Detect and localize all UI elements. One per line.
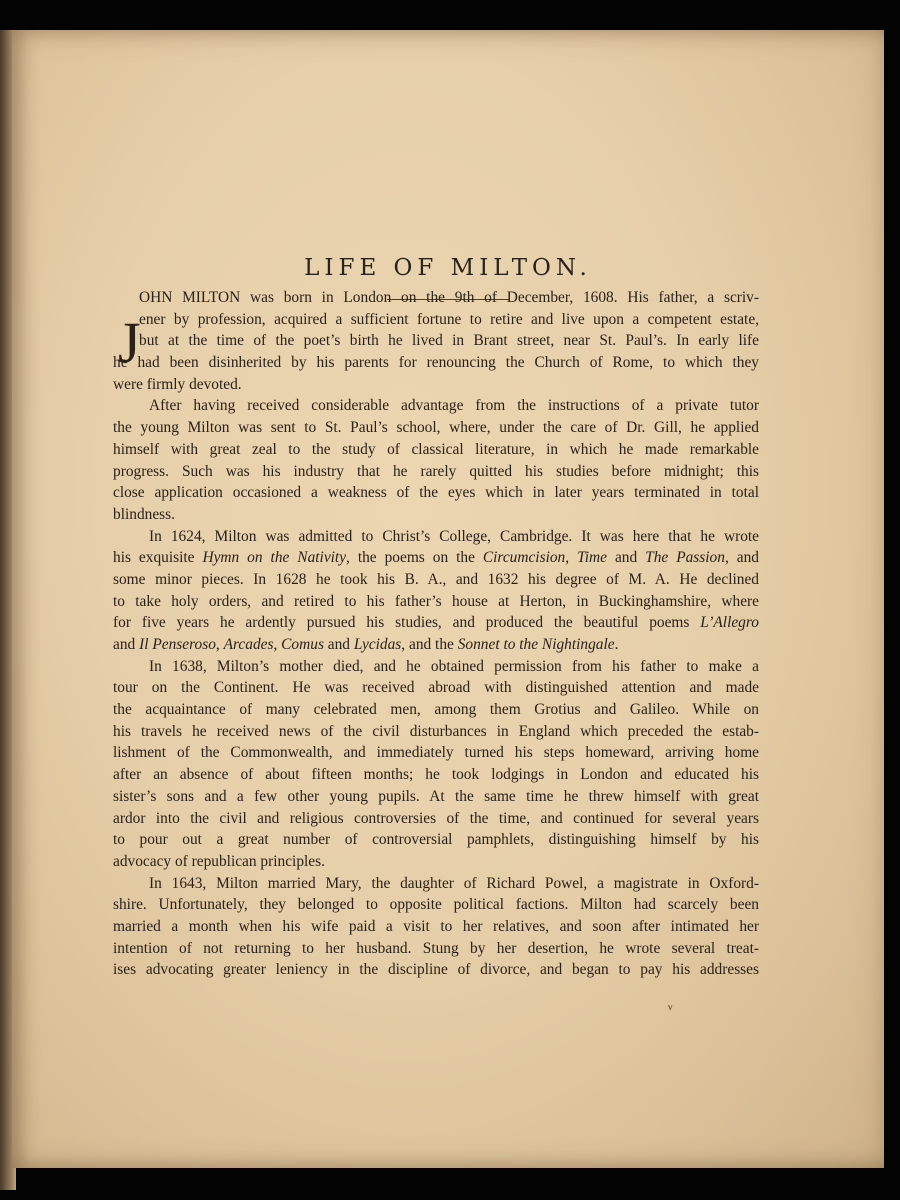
text-line: In 1638, Milton’s mother died, and he obtained permission from his father to make a (149, 657, 759, 675)
signature-mark: v (668, 1002, 673, 1012)
text-line: married a month when his wife paid a visit to her relatives, and soon after intimated her (113, 917, 759, 935)
work-title: Lycidas (353, 636, 402, 653)
text-run: , and (724, 549, 759, 567)
text-line: OHN MILTON was born in London on the 9th of December, 1608. His father, a scriv- (139, 289, 759, 306)
text-line: advocacy of republican principles. (113, 852, 325, 870)
text-line: were firmly devoted. (113, 375, 242, 393)
text-line: ardor into the civil and religious controversies of the time, and continued for several years (113, 809, 759, 827)
work-title: Comus (281, 636, 324, 653)
body-text (113, 287, 759, 981)
text-line: lishment of the Commonwealth, and immediately turned his steps homeward, arriving home (113, 744, 759, 762)
text-line: progress. Such was his industry that he rarely quitted his studies before midnight; this (113, 462, 759, 480)
text-line: the young Milton was sent to St. Paul’s school, where, under the care of Dr. Gill, he applied (113, 419, 759, 437)
work-title: Circumcision (482, 549, 566, 567)
text-line: close application occasioned a weakness of the eyes which in later years terminated in total (113, 484, 759, 502)
text-line: to take holy orders, and retired to his father’s house at Herton, in Buckinghamshire, where (113, 592, 759, 610)
work-title: Time (577, 549, 607, 567)
text-run: and (113, 636, 136, 653)
text-line: some minor pieces. In 1628 he took his B. A., and 1632 his degree of M. A. He declined (113, 570, 759, 588)
text-line: tour on the Continent. He was received abroad with distinguished attention and made (113, 679, 759, 697)
text-line: the acquaintance of many celebrated men, among them Grotius and Galileo. While on (113, 701, 759, 719)
page-title: LIFE OF MILTON. (304, 255, 592, 281)
text-line: intention of not returning to her husband. Stung by her desertion, he wrote several treat- (113, 939, 759, 957)
text-run: his exquisite (113, 549, 195, 567)
text-line: In 1624, Milton was admitted to Christ’s College, Cambridge. It was here that he wrote (149, 527, 759, 545)
text-line: his travels he received news of the civil disturbances in England which preceded the estab- (113, 722, 759, 740)
text-line: himself with great zeal to the study of classical literature, in which he made remarkable (113, 440, 759, 458)
text-line: ener by profession, acquired a sufficient fortune to retire and live upon a competent estate, (139, 310, 759, 328)
text-line: but at the time of the poet’s birth he lived in Brant street, near St. Paul’s. In early life (139, 332, 759, 350)
text-line: sister’s sons and a few other young pupils. At the same time he threw himself with great (113, 787, 759, 805)
text-run: for five years he ardently pursued his studies, and produced the beautiful poems (113, 614, 690, 632)
text-line: blindness. (113, 505, 175, 523)
text-line: his exquisite Hymn on the Nativity, the poems on the Circumcision, Time and The Passion, and (113, 549, 759, 567)
text-line: ises advocating greater leniency in the discipline of divorce, and began to pay his addresses (113, 961, 759, 979)
text-line: and Il Penseroso, Arcades, Comus and Lycidas, and the Sonnet to the Nightingale. (113, 636, 619, 653)
work-title: Hymn on the Nativity (202, 549, 347, 567)
text-line: In 1643, Milton married Mary, the daughter of Richard Powel, a magistrate in Oxford- (149, 874, 759, 892)
text-line: after an absence of about fifteen months; he took lodgings in London and educated his (113, 766, 759, 784)
text-line: After having received considerable advantage from the instructions of a private tutor (149, 397, 759, 415)
work-title: Il Penseroso (139, 636, 216, 653)
work-title: Arcades (223, 636, 274, 653)
text-run: . (614, 636, 619, 653)
drop-cap: J (118, 310, 141, 375)
work-title: L’Allegro (700, 614, 759, 632)
work-title: The Passion (645, 549, 725, 567)
text-run: and the (408, 636, 454, 653)
text-line: he had been disinherited by his parents for renouncing the Church of Rome, to which they (113, 354, 759, 372)
text-run: , the poems on the (346, 549, 475, 567)
work-title: Sonnet to the Nightingale (457, 636, 615, 653)
text-line: shire. Unfortunately, they belonged to opposite political factions. Milton had scarcely been (113, 896, 759, 914)
text-line (113, 612, 759, 634)
text-line: to pour out a great number of controversial pamphlets, distinguishing himself by his (113, 831, 759, 849)
